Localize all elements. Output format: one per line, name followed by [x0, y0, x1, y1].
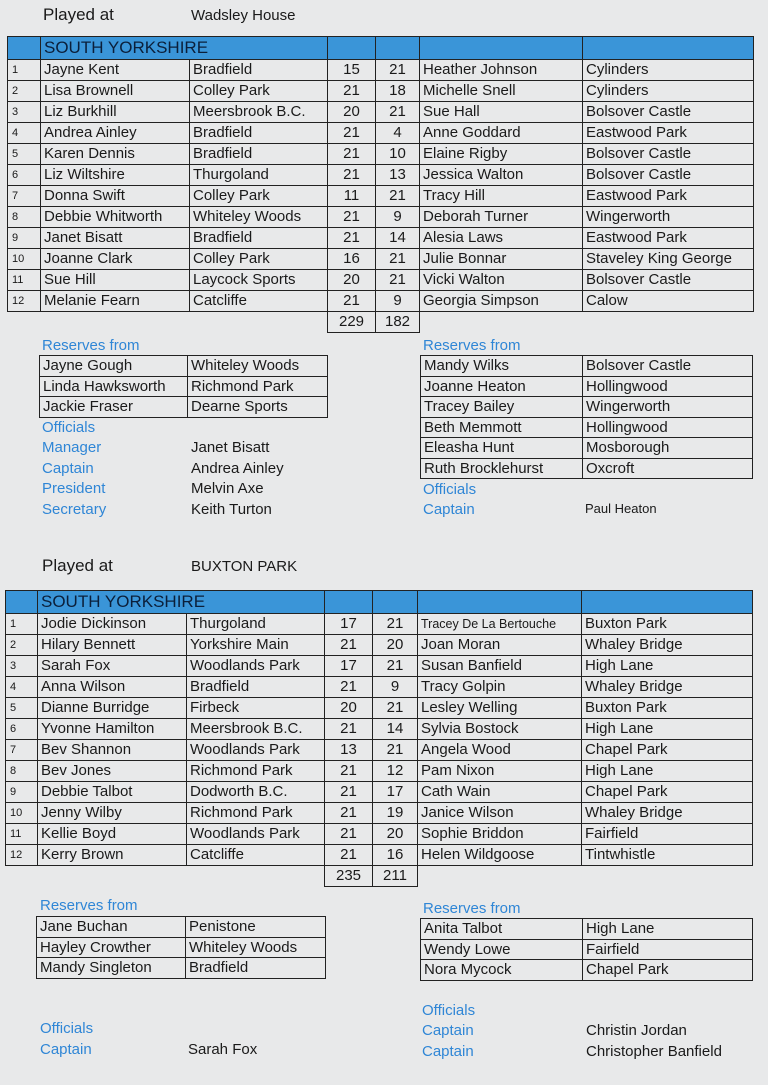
away-score: 14: [376, 228, 420, 249]
reserve-row: [421, 919, 753, 940]
rink-number: 8: [6, 761, 38, 782]
away-player: Heather Johnson: [420, 60, 583, 81]
away-club: Buxton Park: [582, 614, 753, 635]
table-row: [6, 614, 753, 635]
table-row: [6, 824, 753, 845]
venue-name: BUXTON PARK: [191, 558, 298, 575]
away-player: Vicki Walton: [420, 270, 583, 291]
official-name: Janet Bisatt: [191, 439, 270, 456]
table-row: [8, 228, 754, 249]
home-score: 20: [328, 102, 376, 123]
home-club: Dodworth B.C.: [187, 782, 325, 803]
home-club: Colley Park: [190, 186, 328, 207]
away-club: Chapel Park: [582, 740, 753, 761]
away-club: Eastwood Park: [583, 123, 754, 144]
away-club: Buxton Park: [582, 698, 753, 719]
home-score: 21: [328, 207, 376, 228]
totals-row: [6, 866, 753, 887]
home-player: Debbie Whitworth: [41, 207, 190, 228]
reserve-club: Richmond Park: [188, 376, 328, 397]
home-score: 11: [328, 186, 376, 207]
home-score: 16: [328, 249, 376, 270]
away-club: Eastwood Park: [583, 228, 754, 249]
table-row: [8, 144, 754, 165]
reserve-row: [421, 356, 753, 377]
home-score: 21: [325, 824, 373, 845]
away-club: Fairfield: [582, 824, 753, 845]
away-score: 9: [376, 291, 420, 312]
rink-number: 11: [6, 824, 38, 845]
home-player: Bev Jones: [38, 761, 187, 782]
home-club: Colley Park: [190, 81, 328, 102]
table-row: [8, 165, 754, 186]
away-club: Chapel Park: [582, 782, 753, 803]
home-player: Karen Dennis: [41, 144, 190, 165]
home-score: 15: [328, 60, 376, 81]
reserve-row: [421, 397, 753, 418]
reserve-row: [37, 937, 326, 958]
reserve-club: Oxcroft: [583, 458, 753, 479]
away-club: High Lane: [582, 719, 753, 740]
home-player: Yvonne Hamilton: [38, 719, 187, 740]
away-score: 10: [376, 144, 420, 165]
away-player: Susan Banfield: [418, 656, 582, 677]
reserve-name: Mandy Singleton: [37, 958, 186, 979]
home-score: 21: [328, 165, 376, 186]
home-player: Lisa Brownell: [41, 81, 190, 102]
table-row: [6, 635, 753, 656]
official-role: President: [42, 480, 106, 497]
home-score: 20: [328, 270, 376, 291]
home-player: Sue Hill: [41, 270, 190, 291]
away-score: 21: [373, 656, 418, 677]
table-row: [6, 740, 753, 761]
away-reserves-table: [420, 918, 753, 981]
reserve-club: Dearne Sports: [188, 397, 328, 418]
away-player: Sophie Briddon: [418, 824, 582, 845]
home-score: 21: [325, 782, 373, 803]
rink-number: 8: [8, 207, 41, 228]
rink-number: 10: [6, 803, 38, 824]
reserve-club: Mosborough: [583, 438, 753, 459]
home-club: Woodlands Park: [187, 740, 325, 761]
home-club: Bradfield: [190, 60, 328, 81]
reserve-row: [37, 917, 326, 938]
rink-number: 11: [8, 270, 41, 291]
reserve-name: Jane Buchan: [37, 917, 186, 938]
table-row: [8, 249, 754, 270]
table-row: [8, 123, 754, 144]
official-role: Manager: [42, 439, 102, 456]
reserve-club: Hollingwood: [583, 376, 753, 397]
reserve-club: Penistone: [186, 917, 326, 938]
official-name: Christopher Banfield: [586, 1043, 722, 1060]
away-total: 211: [373, 866, 418, 887]
home-player: Donna Swift: [41, 186, 190, 207]
official-role: Secretary: [42, 500, 107, 518]
away-score: 16: [373, 845, 418, 866]
home-score: 13: [325, 740, 373, 761]
table-row: [6, 698, 753, 719]
reserve-name: Hayley Crowther: [37, 937, 186, 958]
official-role: Captain: [422, 1022, 474, 1039]
reserve-name: Nora Mycock: [421, 960, 583, 981]
away-score: 14: [373, 719, 418, 740]
home-total: 235: [325, 866, 373, 887]
home-club: Woodlands Park: [187, 824, 325, 845]
reserve-row: [421, 438, 753, 459]
reserve-name: Ruth Brocklehurst: [421, 458, 583, 479]
rink-number: 3: [6, 656, 38, 677]
away-player: Tracy Golpin: [418, 677, 582, 698]
home-player: Liz Burkhill: [41, 102, 190, 123]
reserve-club: Bolsover Castle: [583, 356, 753, 377]
away-player: Julie Bonnar: [420, 249, 583, 270]
team-name: SOUTH YORKSHIRE: [38, 591, 325, 614]
home-club: Laycock Sports: [190, 270, 328, 291]
reserve-club: Hollingwood: [583, 417, 753, 438]
home-club: Richmond Park: [187, 803, 325, 824]
table-row: [6, 677, 753, 698]
reserve-row: [421, 939, 753, 960]
official-name: Keith Turton: [191, 500, 272, 518]
away-club: Bolsover Castle: [583, 165, 754, 186]
official-name: Christin Jordan: [586, 1022, 687, 1039]
rink-number: 2: [8, 81, 41, 102]
reserve-name: Jayne Gough: [40, 356, 188, 377]
table-row: [6, 719, 753, 740]
away-reserves-table: [420, 355, 753, 479]
away-score: 21: [373, 698, 418, 719]
reserve-club: High Lane: [583, 919, 753, 940]
away-player: Michelle Snell: [420, 81, 583, 102]
home-club: Bradfield: [190, 144, 328, 165]
home-score: 21: [328, 123, 376, 144]
reserve-name: Tracey Bailey: [421, 397, 583, 418]
away-player: Alesia Laws: [420, 228, 583, 249]
official-role: Captain: [40, 1041, 92, 1058]
reserves-label-home: Reserves from: [42, 337, 140, 354]
officials-label-away: Officials: [422, 1002, 476, 1019]
away-club: Eastwood Park: [583, 186, 754, 207]
table-row: [8, 291, 754, 312]
home-player: Bev Shannon: [38, 740, 187, 761]
home-player: Andrea Ainley: [41, 123, 190, 144]
table-row: [6, 761, 753, 782]
reserve-club: Bradfield: [186, 958, 326, 979]
rink-number: 7: [6, 740, 38, 761]
away-score: 17: [373, 782, 418, 803]
away-player: Georgia Simpson: [420, 291, 583, 312]
home-player: Melanie Fearn: [41, 291, 190, 312]
away-player: Cath Wain: [418, 782, 582, 803]
reserve-name: Joanne Heaton: [421, 376, 583, 397]
rink-number: 1: [6, 614, 38, 635]
reserve-row: [40, 376, 328, 397]
away-score: 21: [376, 270, 420, 291]
away-club: High Lane: [582, 656, 753, 677]
team-name: SOUTH YORKSHIRE: [41, 37, 328, 60]
home-score: 21: [328, 144, 376, 165]
away-club: Bolsover Castle: [583, 144, 754, 165]
home-score: 21: [328, 228, 376, 249]
away-score: 20: [373, 635, 418, 656]
reserve-name: Jackie Fraser: [40, 397, 188, 418]
away-score: 13: [376, 165, 420, 186]
reserve-row: [40, 356, 328, 377]
home-club: Meersbrook B.C.: [190, 102, 328, 123]
reserve-row: [421, 960, 753, 981]
home-score: 21: [325, 677, 373, 698]
official-role: Captain: [423, 501, 475, 518]
home-club: Bradfield: [187, 677, 325, 698]
away-score: 21: [376, 186, 420, 207]
away-player: Lesley Welling: [418, 698, 582, 719]
reserve-name: Eleasha Hunt: [421, 438, 583, 459]
home-score: 21: [325, 845, 373, 866]
rink-number: 9: [6, 782, 38, 803]
home-club: Woodlands Park: [187, 656, 325, 677]
rink-number: 3: [8, 102, 41, 123]
home-player: Kellie Boyd: [38, 824, 187, 845]
away-score: 21: [373, 740, 418, 761]
home-player: Debbie Talbot: [38, 782, 187, 803]
home-score: 21: [325, 803, 373, 824]
match-table: [5, 590, 753, 887]
home-player: Joanne Clark: [41, 249, 190, 270]
away-club: Calow: [583, 291, 754, 312]
away-club: Whaley Bridge: [582, 635, 753, 656]
reserve-name: Wendy Lowe: [421, 939, 583, 960]
reserve-row: [421, 417, 753, 438]
home-club: Firbeck: [187, 698, 325, 719]
reserve-row: [421, 376, 753, 397]
home-reserves-table: [36, 916, 326, 979]
home-score: 21: [328, 291, 376, 312]
home-club: Catcliffe: [187, 845, 325, 866]
table-row: [8, 81, 754, 102]
away-score: 21: [376, 249, 420, 270]
away-club: High Lane: [582, 761, 753, 782]
reserves-label-away: Reserves from: [423, 900, 521, 917]
table-row: [8, 60, 754, 81]
reserve-club: Chapel Park: [583, 960, 753, 981]
away-club: Cylinders: [583, 81, 754, 102]
rink-number: 5: [8, 144, 41, 165]
away-total: 182: [376, 312, 420, 333]
away-score: 21: [376, 102, 420, 123]
away-player: Deborah Turner: [420, 207, 583, 228]
rink-number: 12: [6, 845, 38, 866]
rink-number: 4: [8, 123, 41, 144]
home-player: Jenny Wilby: [38, 803, 187, 824]
home-club: Bradfield: [190, 123, 328, 144]
home-club: Thurgoland: [190, 165, 328, 186]
reserve-row: [421, 458, 753, 479]
rink-number: 1: [8, 60, 41, 81]
away-player: Helen Wildgoose: [418, 845, 582, 866]
home-player: Hilary Bennett: [38, 635, 187, 656]
away-player: Pam Nixon: [418, 761, 582, 782]
home-score: 21: [328, 81, 376, 102]
away-player: Jessica Walton: [420, 165, 583, 186]
home-player: Sarah Fox: [38, 656, 187, 677]
reserve-name: Anita Talbot: [421, 919, 583, 940]
home-player: Jayne Kent: [41, 60, 190, 81]
table-row: [8, 270, 754, 291]
table-row: [8, 102, 754, 123]
away-player: Tracy Hill: [420, 186, 583, 207]
rink-number: 4: [6, 677, 38, 698]
away-player: Sue Hall: [420, 102, 583, 123]
home-club: Catcliffe: [190, 291, 328, 312]
away-club: Wingerworth: [583, 207, 754, 228]
rink-number: 10: [8, 249, 41, 270]
reserve-club: Whiteley Woods: [188, 356, 328, 377]
home-club: Yorkshire Main: [187, 635, 325, 656]
played-at-label: Played at: [42, 556, 113, 575]
away-player: Sylvia Bostock: [418, 719, 582, 740]
reserve-club: Whiteley Woods: [186, 937, 326, 958]
away-score: 19: [373, 803, 418, 824]
reserve-name: Beth Memmott: [421, 417, 583, 438]
table-row: [6, 656, 753, 677]
away-player: Angela Wood: [418, 740, 582, 761]
home-score: 21: [325, 719, 373, 740]
rink-number: 6: [8, 165, 41, 186]
away-player: Anne Goddard: [420, 123, 583, 144]
reserve-row: [40, 397, 328, 418]
away-score: 21: [376, 60, 420, 81]
home-club: Richmond Park: [187, 761, 325, 782]
reserve-club: Wingerworth: [583, 397, 753, 418]
home-score: 20: [325, 698, 373, 719]
rink-number: 5: [6, 698, 38, 719]
away-player: Joan Moran: [418, 635, 582, 656]
away-club: Cylinders: [583, 60, 754, 81]
official-name: Melvin Axe: [191, 480, 264, 497]
official-name: Sarah Fox: [188, 1041, 258, 1058]
rink-number: 9: [8, 228, 41, 249]
rink-number: 2: [6, 635, 38, 656]
away-club: Whaley Bridge: [582, 677, 753, 698]
away-score: 20: [373, 824, 418, 845]
official-role: Captain: [42, 459, 94, 477]
table-row: [6, 845, 753, 866]
reserve-name: Mandy Wilks: [421, 356, 583, 377]
home-player: Liz Wiltshire: [41, 165, 190, 186]
away-score: 12: [373, 761, 418, 782]
away-score: 18: [376, 81, 420, 102]
official-name: Andrea Ainley: [191, 459, 284, 477]
reserves-label-away: Reserves from: [423, 337, 521, 354]
home-club: Whiteley Woods: [190, 207, 328, 228]
reserve-row: [37, 958, 326, 979]
table-row: [8, 207, 754, 228]
officials-label-away: Officials: [423, 481, 477, 498]
home-club: Bradfield: [190, 228, 328, 249]
away-score: 4: [376, 123, 420, 144]
home-total: 229: [328, 312, 376, 333]
played-at-label: Played at: [43, 5, 114, 24]
home-player: Janet Bisatt: [41, 228, 190, 249]
home-reserves-table: [39, 355, 328, 418]
away-club: Tintwhistle: [582, 845, 753, 866]
away-club: Staveley King George: [583, 249, 754, 270]
table-row: [6, 803, 753, 824]
rink-number: 7: [8, 186, 41, 207]
rink-number: 12: [8, 291, 41, 312]
home-player: Kerry Brown: [38, 845, 187, 866]
home-club: Meersbrook B.C.: [187, 719, 325, 740]
table-row: [6, 782, 753, 803]
officials-label-home: Officials: [42, 419, 96, 436]
home-score: 21: [325, 761, 373, 782]
home-player: Anna Wilson: [38, 677, 187, 698]
reserves-label-home: Reserves from: [40, 897, 138, 914]
home-club: Colley Park: [190, 249, 328, 270]
away-score: 9: [373, 677, 418, 698]
away-score: 21: [373, 614, 418, 635]
official-name: Paul Heaton: [585, 501, 657, 516]
home-player: Dianne Burridge: [38, 698, 187, 719]
away-club: Bolsover Castle: [583, 270, 754, 291]
home-score: 21: [325, 635, 373, 656]
home-score: 17: [325, 614, 373, 635]
away-player: Elaine Rigby: [420, 144, 583, 165]
away-score: 9: [376, 207, 420, 228]
home-club: Thurgoland: [187, 614, 325, 635]
home-player: Jodie Dickinson: [38, 614, 187, 635]
away-player: Janice Wilson: [418, 803, 582, 824]
match-table: [7, 36, 754, 333]
away-club: Whaley Bridge: [582, 803, 753, 824]
away-club: Bolsover Castle: [583, 102, 754, 123]
reserve-name: Linda Hawksworth: [40, 376, 188, 397]
away-player: Tracey De La Bertouche: [418, 614, 582, 635]
official-role: Captain: [422, 1043, 474, 1060]
table-row: [8, 186, 754, 207]
rink-number: 6: [6, 719, 38, 740]
totals-row: [8, 312, 754, 333]
officials-label-home: Officials: [40, 1020, 94, 1037]
venue-name: Wadsley House: [191, 7, 296, 24]
home-score: 17: [325, 656, 373, 677]
reserve-club: Fairfield: [583, 939, 753, 960]
